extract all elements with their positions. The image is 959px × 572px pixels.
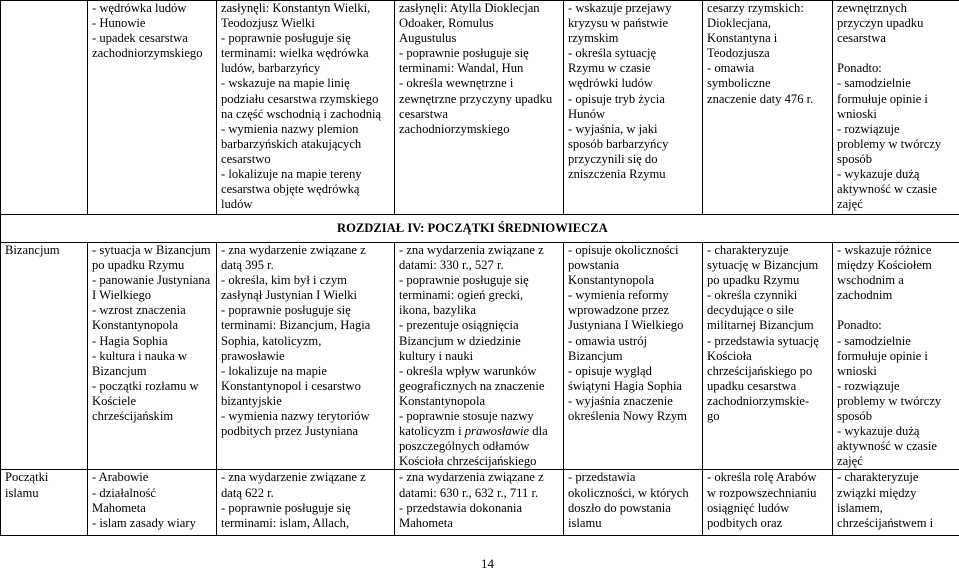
text-line: - określa wewnętrzne i [399,76,559,91]
text-line: przyczynili się do [568,152,698,167]
topic-cell [1,243,88,470]
text-line: - wskazuje przejawy [568,1,698,16]
text-line: Bizancjum [92,364,212,379]
text-line: Konstantynopol i cesarstwo [221,379,390,394]
text-line: - wyjaśnia znaczenie [568,394,698,409]
text-line: Sophia, katolicyzm, [221,334,390,349]
text-line: terminami: ogień grecki, [399,288,559,303]
content-cell [88,470,217,536]
text-line: - przedstawia [568,470,698,485]
text-line: Odoaker, Romulus [399,16,559,31]
text-line: Ponadto: [837,61,955,76]
text-line: zewnętrznych [837,1,955,16]
requirement-cell [833,1,959,215]
text-line: związki między [837,486,955,501]
text-line: - przedstawia dokonania [399,501,559,516]
text-line: podbitych przez Justyniana [221,424,390,439]
text-line: - samodzielnie [837,76,955,91]
text-line: militarnej Bizancjum [707,318,828,333]
text-line: - wymienia reformy [568,288,698,303]
text-line: Konstantyna i [707,31,828,46]
text-line: - wskazuje na mapie linię [221,76,390,91]
text-line: - poprawnie posługuje się [221,501,390,516]
text-line: Teodozjusza [707,46,828,61]
text-line: formułuje opinie i [837,349,955,364]
text-line: katolicyzm i prawosławie dla [399,424,559,439]
text-line: - wędrówka ludów [92,1,212,16]
text-line: - Arabowie [92,470,212,485]
text-line: zasłynęli: Konstantyn Wielki, [221,1,390,16]
requirement-cell [395,1,564,215]
text-line: zachodnim [837,288,955,303]
text-line: I Wielkiego [92,288,212,303]
text-line: - zna wydarzenia związane z [399,243,559,258]
text-line: Konstantynopola [92,318,212,333]
text-line: zachodniorzymskiego [92,46,212,61]
text-line: zajęć [837,197,955,212]
text-line: cesarstwa objęte wędrówką [221,182,390,197]
text-line: po upadku Rzymu [92,258,212,273]
content-cell [88,1,217,215]
text-line: przyczyn upadku [837,16,955,31]
text-line: Augustulus [399,31,559,46]
text-line: datą 622 r. [221,486,390,501]
text-line: podziału cesarstwa rzymskiego [221,92,390,107]
text-line: symboliczne [707,76,828,91]
text-line: chrześcijańskiego po [707,364,828,379]
table-row [1,243,959,470]
emphasis-text: prawosławie [465,424,529,438]
text-line: Justyniana I Wielkiego [568,318,698,333]
requirement-cell [217,470,395,536]
topic-label: islamu [5,486,83,501]
text-line: Konstantynopola [568,273,698,288]
text-line: go [707,409,828,424]
text-line: - opisuje okoliczności [568,243,698,258]
section-row [1,215,959,243]
text-line: - określa rolę Arabów [707,470,828,485]
text-line: terminami: wielka wędrówka [221,46,390,61]
text-line: - początki rozłamu w [92,379,212,394]
text-line: Hunów [568,107,698,122]
text-line: sposób [837,409,955,424]
requirement-cell [703,1,833,215]
text-line: - działalność [92,486,212,501]
text-line: po upadku Rzymu [707,273,828,288]
requirement-cell [564,470,703,536]
text-line: formułuje opinie i [837,92,955,107]
text-line: - wykazuje dużą [837,167,955,182]
text-line: problemy w twórczy [837,394,955,409]
text-line: geograficznych na znaczenie [399,379,559,394]
text-line: sposób barbarzyńcy [568,137,698,152]
text-line: - islam zasady wiary [92,516,212,531]
text-line: - poprawnie posługuje się [399,46,559,61]
spacer [837,46,955,61]
text-line: - charakteryzuje [707,243,828,258]
text-line: zajęć [837,454,955,469]
text-line: podbitych oraz [707,516,828,531]
text-line: Konstantynopola [399,394,559,409]
text-line: - poprawnie posługuje się [221,303,390,318]
text-line: - prezentuje osiągnięcia [399,318,559,333]
text-line: rzymskim [568,31,698,46]
text-line: islamu [568,516,698,531]
spacer [837,303,955,318]
text-line: barbarzyńskich atakujących [221,137,390,152]
text-line: - opisuje wygląd [568,364,698,379]
text-line: zasłynął Justynian I Wielki [221,288,390,303]
text-line: - opisuje tryb życia [568,92,698,107]
text-line: - rozwiązuje [837,379,955,394]
text-line: zachodniorzymskiego [399,122,559,137]
text-line: świątyni Hagia Sophia [568,379,698,394]
text-line: - Hagia Sophia [92,334,212,349]
text-line: - omawia [707,61,828,76]
text-line: cesarstwa [837,31,955,46]
text-line: - wzrost znaczenia [92,303,212,318]
text-line: Rzymu w czasie [568,61,698,76]
text-line: wnioski [837,107,955,122]
text-line: - wskazuje różnice [837,243,955,258]
text-line: - poprawnie posługuje się [221,31,390,46]
text-line: wnioski [837,364,955,379]
text-line: poszczególnych odłamów [399,439,559,454]
text-line: zachodniorzymskie- [707,394,828,409]
text-line: datami: 330 r., 527 r. [399,258,559,273]
text-line: doszło do powstania [568,501,698,516]
topic-label: Bizancjum [5,243,83,258]
text-line: cesarzy rzymskich: [707,1,828,16]
text-line: aktywność w czasie [837,182,955,197]
text-line: ikona, bazylika [399,303,559,318]
text-line: - samodzielnie [837,334,955,349]
text-line: bizantyjskie [221,394,390,409]
text-line: wprowadzone przez [568,303,698,318]
text-line: - omawia ustrój [568,334,698,349]
requirement-cell [564,1,703,215]
requirement-cell [703,470,833,536]
text-line: terminami: islam, Allach, [221,516,390,531]
text-line: prawosławie [221,349,390,364]
text-line: - przedstawia sytuację [707,334,828,349]
text-line: - rozwiązuje [837,122,955,137]
text-line: zasłynęli: Atylla Dioklecjan [399,1,559,16]
text-line: wędrówki ludów [568,76,698,91]
table-row [1,1,959,215]
text-line: - poprawnie stosuje nazwy [399,409,559,424]
page-number: 14 [481,556,494,572]
text-line: kryzysu w państwie [568,16,698,31]
text-line: Kościoła [707,349,828,364]
text-line: Teodozjusz Wielki [221,16,390,31]
topic-cell [1,1,88,215]
text-line: między Kościołem [837,258,955,273]
text-line: - zna wydarzenie związane z [221,243,390,258]
text-line: decydujące o sile [707,303,828,318]
text-line: - kultura i nauka w [92,349,212,364]
topic-label: Początki [5,470,83,485]
section-title: ROZDZIAŁ IV: POCZĄTKI ŚREDNIOWIECZA [1,215,959,243]
text-line: kultury i nauki [399,349,559,364]
text-line: problemy w twórczy [837,137,955,152]
text-line: - charakteryzuje [837,470,955,485]
text-line: sytuację w Bizancjum [707,258,828,273]
text-line: - poprawnie posługuje się [399,273,559,288]
text-line: - Hunowie [92,16,212,31]
text-line: cesarstwo [221,152,390,167]
requirement-cell [833,243,959,470]
text-line: w rozpowszechnianiu [707,486,828,501]
text-line: sposób [837,152,955,167]
text-line: terminami: Bizancjum, Hagia [221,318,390,333]
text-line: - wyjaśnia, w jaki [568,122,698,137]
text-line: zniszczenia Rzymu [568,167,698,182]
text-line: islamem, [837,501,955,516]
text-line: - sytuacja w Bizancjum [92,243,212,258]
text-line: Bizancjum [568,349,698,364]
text-line: znaczenie daty 476 r. [707,92,828,107]
topic-cell [1,470,88,536]
text-line: - określa czynniki [707,288,828,303]
requirement-cell [217,1,395,215]
text-line: - określa, kim był i czym [221,273,390,288]
text-line: - wymienia nazwy terytoriów [221,409,390,424]
text-line: okoliczności, w których [568,486,698,501]
text-line: Kościele [92,394,212,409]
table-row [1,470,959,536]
text-line: określenia Nowy Rzym [568,409,698,424]
text-line: Mahometa [92,501,212,516]
text-line: na część wschodnią i zachodnią [221,107,390,122]
text-line: chrześcijaństwem i [837,516,955,531]
requirement-cell [703,243,833,470]
requirement-cell [564,243,703,470]
text-line: Kościoła chrześcijańskiego [399,454,559,469]
text-line: zewnętrzne przyczyny upadku [399,92,559,107]
text-line: Bizancjum w dziedzinie [399,334,559,349]
text-line: terminami: Wandal, Hun [399,61,559,76]
text-line: - określa sytuację [568,46,698,61]
requirement-cell [395,470,564,536]
text-line: - panowanie Justyniana [92,273,212,288]
content-cell [88,243,217,470]
requirement-cell [217,243,395,470]
text-line: ludów [221,197,390,212]
requirement-cell [833,470,959,536]
text-line: - upadek cesarstwa [92,31,212,46]
text-line: datami: 630 r., 632 r., 711 r. [399,486,559,501]
text-line: Dioklecjana, [707,16,828,31]
requirement-cell [395,243,564,470]
text-line: ludów, barbarzyńcy [221,61,390,76]
text-line: - zna wydarzenia związane z [399,470,559,485]
text-line: aktywność w czasie [837,439,955,454]
text-line: powstania [568,258,698,273]
text-line: cesarstwa [399,107,559,122]
text-line: Ponadto: [837,318,955,333]
text-line: wschodnim a [837,273,955,288]
text-line: osiągnięć ludów [707,501,828,516]
text-line: - wymienia nazwy plemion [221,122,390,137]
text-line: - lokalizuje na mapie tereny [221,167,390,182]
text-line: - określa wpływ warunków [399,364,559,379]
text-line: - lokalizuje na mapie [221,364,390,379]
text-line: chrześcijańskim [92,409,212,424]
text-line: Mahometa [399,516,559,531]
text-line: datą 395 r. [221,258,390,273]
text-line: - wykazuje dużą [837,424,955,439]
text-line: - zna wydarzenie związane z [221,470,390,485]
text-line: upadku cesarstwa [707,379,828,394]
